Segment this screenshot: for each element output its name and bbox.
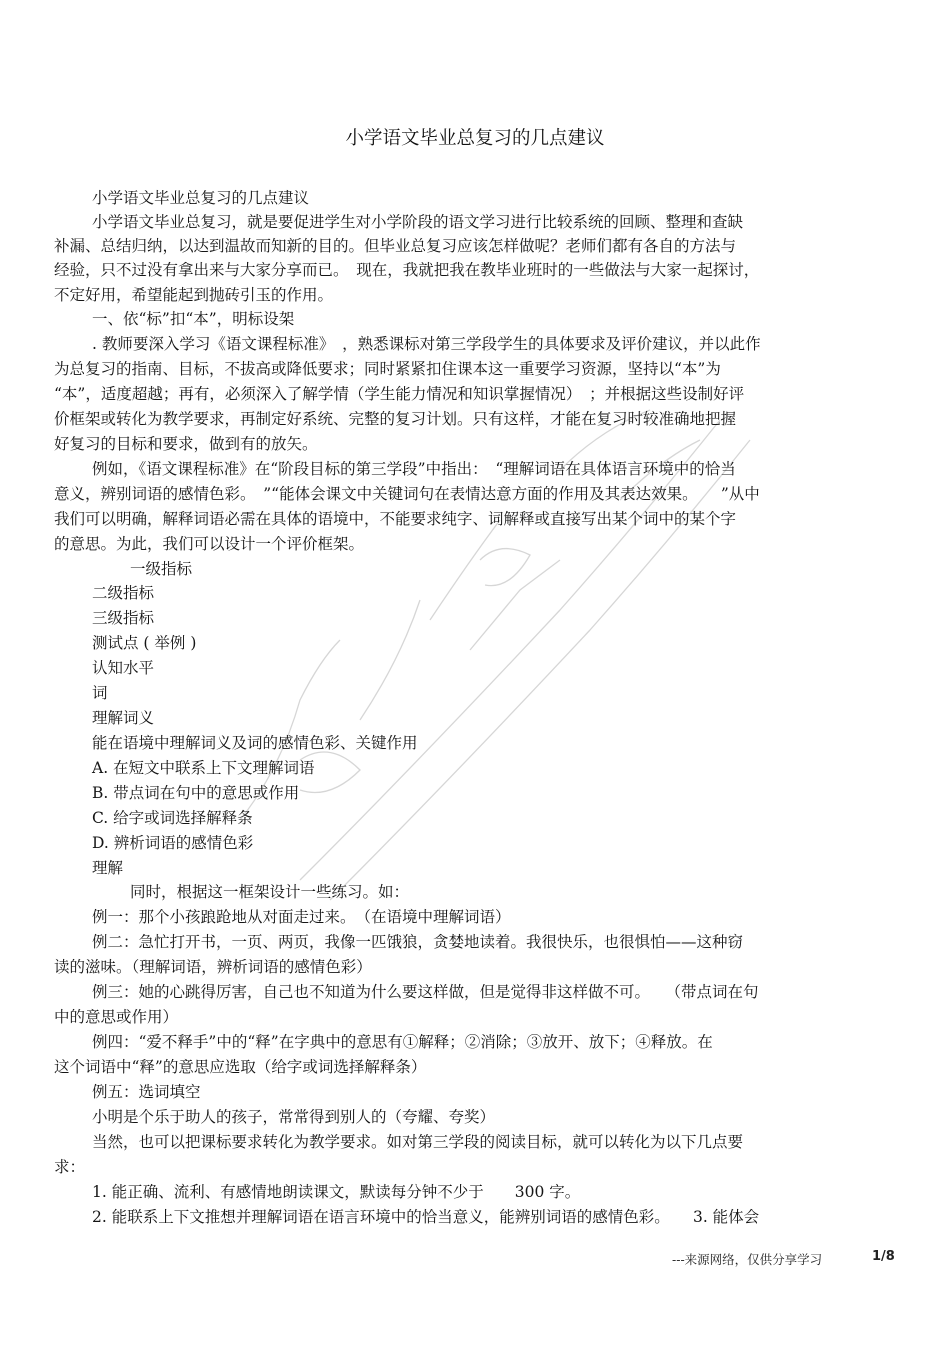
paragraph-line: 我们可以明确，解释词语必需在具体的语境中，不能要求纯字、词解释或直接写出某个词中的某个字	[54, 510, 737, 528]
paragraph-line: 同时，根据这一框架设计一些练习。如：	[130, 883, 410, 901]
paragraph-line: 好复习的目标和要求，做到有的放矢。	[54, 435, 318, 453]
list-item: 2. 能联系上下文推想并理解词语在语言环境中的恰当意义，能辨别词语的感情色彩。 3. 能体会	[92, 1208, 760, 1226]
framework-item: 词	[92, 684, 108, 702]
example-line: 例五：选词填空	[92, 1083, 201, 1101]
example-line: 例一：那个小孩踉跄地从对面走过来。 （在语境中理解词语）	[92, 908, 511, 926]
section-heading: 一、依“标”扣“本”，明标设架	[92, 310, 295, 328]
framework-item: 理解	[92, 859, 124, 877]
paragraph-line: 价框架或转化为教学要求，再制定好系统、完整的复习计划。只有这样，才能在复习时较准确地把握	[54, 410, 737, 428]
framework-item: 一级指标	[130, 560, 193, 578]
example-line: 这个词语中“释”的意思应选取（给字或词选择解释条）	[54, 1058, 427, 1076]
paragraph-line: 意义，辨别词语的感情色彩。 ”“能体会课文中关键词句在表情达意方面的作用及其表达效果。 ”从中	[54, 485, 760, 503]
framework-item: 理解词义	[92, 709, 155, 727]
example-line: 例四：“爱不释手”中的“释”在字典中的意思有①解释；②消除；③放开、放下；④释放。在	[92, 1033, 713, 1051]
framework-item: 测试点 ( 举例 )	[92, 634, 197, 652]
framework-item: 能在语境中理解词义及词的感情色彩、关键作用	[92, 734, 418, 752]
list-item: 1. 能正确、流利、有感情地朗读课文，默读每分钟不少于 300 字。	[92, 1183, 581, 1201]
framework-item: 认知水平	[92, 659, 155, 677]
framework-item: D. 辨析词语的感情色彩	[92, 834, 254, 852]
paragraph-line: 经验，只不过没有拿出来与大家分享而已。 现在，我就把我在教毕业班时的一些做法与大家一起探讨，	[54, 261, 760, 279]
example-line: 小明是个乐于助人的孩子，常常得到别人的（夸耀、夸奖）	[92, 1108, 496, 1126]
paragraph-line: “本”，适度超越；再有，必须深入了解学情（学生能力情况和知识掌握情况） ；并根据这些设制好评	[54, 385, 745, 403]
framework-item: 三级指标	[92, 609, 155, 627]
example-line: 例二：急忙打开书，一页、两页，我像一匹饿狼，贪婪地读着。我很快乐，也很惧怕——这种窃	[92, 933, 744, 951]
paragraph-line: 例如，《语文课程标准》在“阶段目标的第三学段”中指出： “理解词语在具体语言环境中的恰当	[92, 460, 736, 478]
framework-item: A. 在短文中联系上下文理解词语	[92, 759, 315, 777]
example-line: 中的意思或作用）	[54, 1008, 179, 1026]
example-line: 例三：她的心跳得厉害，自己也不知道为什么要这样做，但是觉得非这样做不可。 （带点词在句	[92, 983, 759, 1001]
paragraph-line: 补漏、总结归纳，以达到温故而知新的目的。但毕业总复习应该怎样做呢？老师们都有各自的方法与	[54, 237, 737, 255]
document-title: 小学语文毕业总复习的几点建议	[345, 128, 605, 149]
paragraph-line: 小学语文毕业总复习，就是要促进学生对小学阶段的语文学习进行比较系统的回顾、整理和查缺	[92, 213, 744, 231]
page-number: 1/8	[872, 1249, 895, 1264]
framework-item: B. 带点词在句中的意思或作用	[92, 784, 300, 802]
paragraph-line: 求：	[54, 1158, 86, 1176]
paragraph-line: . 教师要深入学习《语文课程标准》 ，熟悉课标对第三学段学生的具体要求及评价建议，并以此作	[92, 335, 761, 353]
footer-source: ---来源网络，仅供分享学习	[672, 1252, 823, 1267]
framework-item: 二级指标	[92, 584, 155, 602]
paragraph-line: 当然，也可以把课标要求转化为教学要求。如对第三学段的阅读目标，就可以转化为以下几点要	[92, 1133, 744, 1151]
paragraph-line: 小学语文毕业总复习的几点建议	[92, 189, 310, 207]
example-line: 读的滋味。（理解词语，辨析词语的感情色彩）	[54, 958, 372, 976]
paragraph-line: 为总复习的指南、目标，不拔高或降低要求；同时紧紧扣住课本这一重要学习资源，坚持以“本”为	[54, 360, 721, 378]
paragraph-line: 的意思。为此，我们可以设计一个评价框架。	[54, 535, 365, 553]
paragraph-line: 不定好用，希望能起到抛砖引玉的作用。	[54, 286, 334, 304]
framework-item: C. 给字或词选择解释条	[92, 809, 253, 827]
